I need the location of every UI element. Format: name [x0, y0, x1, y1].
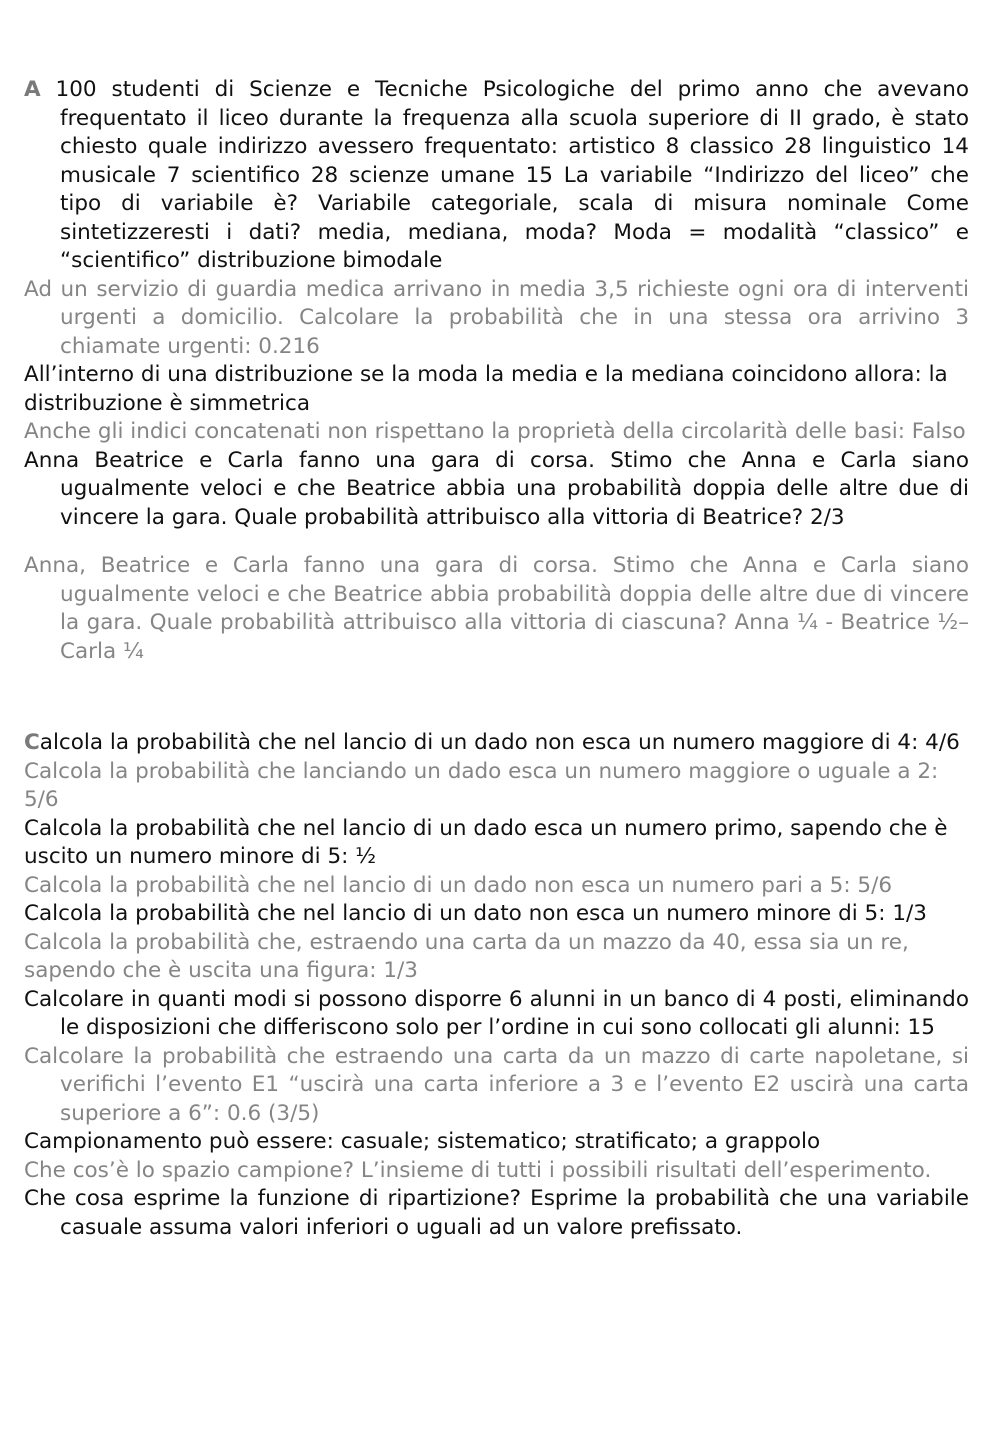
qa-text: Calcolare la probabilità che estraendo una carta da un mazzo di carte napoletane, si verifichi l’evento E1 “uscirà una carta inferiore a 3 e l’evento E2 uscirà una carta superiore a 6”: 0.6 (3/5) — [24, 1043, 969, 1126]
qa-item-13 — [24, 986, 969, 1043]
qa-item-4 — [24, 418, 969, 447]
qa-text: Calcola la probabilità che lanciando un dado esca un numero maggiore o uguale a 2: 5/6 — [24, 758, 939, 812]
drop-initial: C — [24, 730, 40, 755]
qa-item-7 — [24, 729, 969, 758]
document-page — [24, 76, 969, 1242]
qa-item-3 — [24, 361, 969, 418]
qa-text: Calcola la probabilità che nel lancio di un dato non esca un numero minore di 5: 1/3 — [24, 901, 927, 926]
qa-text: Calcolare in quanti modi si possono disporre 6 alunni in un banco di 4 posti, eliminando le disposizioni che differiscono solo per l’ordine in cui sono collocati gli alunni: 15 — [24, 986, 969, 1040]
qa-text: Calcola la probabilità che nel lancio di un dado non esca un numero pari a 5: 5/6 — [24, 872, 893, 898]
qa-text: Anna Beatrice e Carla fanno una gara di corsa. Stimo che Anna e Carla siano ugualmente veloci e che Beatrice abbia una probabilità doppia delle altre due di vincere la gara. Quale probabilità attribuisco alla vittoria di Beatrice? 2/3 — [24, 447, 969, 530]
qa-text: Anna, Beatrice e Carla fanno una gara di corsa. Stimo che Anna e Carla siano ugualmente veloci e che Beatrice abbia probabilità doppia delle altre due di vincere la gara. Quale probabilità attribuisco alla vittoria di ciascuna? Anna ¼ - Beatrice ½– Carla ¼ — [24, 553, 969, 664]
qa-text: Campionamento può essere: casuale; sistematico; stratificato; a grappolo — [24, 1129, 821, 1154]
qa-text: Anche gli indici concatenati non rispettano la proprietà della circolarità delle basi: Falso — [24, 419, 966, 444]
qa-item-9 — [24, 815, 969, 872]
qa-item-16 — [24, 1157, 969, 1186]
qa-item-2 — [24, 276, 969, 362]
qa-item-15 — [24, 1128, 969, 1157]
qa-item-5 — [24, 447, 969, 533]
qa-text: Calcola la probabilità che, estraendo una carta da un mazzo da 40, essa sia un re, sapendo che è uscita una figura: 1/3 — [24, 929, 909, 983]
qa-item-17 — [24, 1185, 969, 1242]
qa-item-10 — [24, 872, 969, 901]
qa-text: 100 studenti di Scienze e Tecniche Psicologiche del primo anno che avevano frequentato il liceo durante la frequenza alla scuola superiore di II grado, è stato chiesto quale indirizzo avessero frequentato: artistico 8 classico 28 linguistico 14 musicale 7 scientifico 28 scienze umane 15 La variabile “Indirizzo del liceo” che tipo di variabile è? Variabile categoriale, scala di misura nominale Come sintetizzeresti i dati? media, mediana, moda? Moda = modalità “classico” e “scientifico” distribuzione bimodale — [40, 77, 969, 273]
blank-line — [24, 532, 969, 552]
qa-text: Che cosa esprime la funzione di ripartizione? Esprime la probabilità che una variabile casuale assuma valori inferiori o uguali ad un valore prefissato. — [24, 1186, 969, 1240]
qa-text: Calcola la probabilità che nel lancio di un dado esca un numero primo, sapendo che è uscito un numero minore di 5: ½ — [24, 815, 948, 869]
qa-text: Che cos’è lo spazio campione? L’insieme di tutti i possibili risultati dell’esperimento. — [24, 1157, 932, 1183]
drop-initial: A — [24, 77, 41, 102]
blank-lines — [24, 666, 969, 729]
qa-text: alcola la probabilità che nel lancio di un dado non esca un numero maggiore di 4: 4/6 — [39, 730, 960, 755]
qa-item-14 — [24, 1043, 969, 1129]
qa-text: Ad un servizio di guardia medica arrivano in media 3,5 richieste ogni ora di interventi urgenti a domicilio. Calcolare la probabilità che in una stessa ora arrivino 3 chiamate urgenti: 0.216 — [24, 276, 969, 359]
qa-text: All’interno di una distribuzione se la moda la media e la mediana coincidono allora: la distribuzione è simmetrica — [24, 362, 948, 416]
qa-item-11 — [24, 900, 969, 929]
qa-item-12 — [24, 929, 969, 986]
qa-item-8 — [24, 758, 969, 815]
qa-item-6 — [24, 552, 969, 666]
qa-item-1 — [24, 76, 969, 276]
